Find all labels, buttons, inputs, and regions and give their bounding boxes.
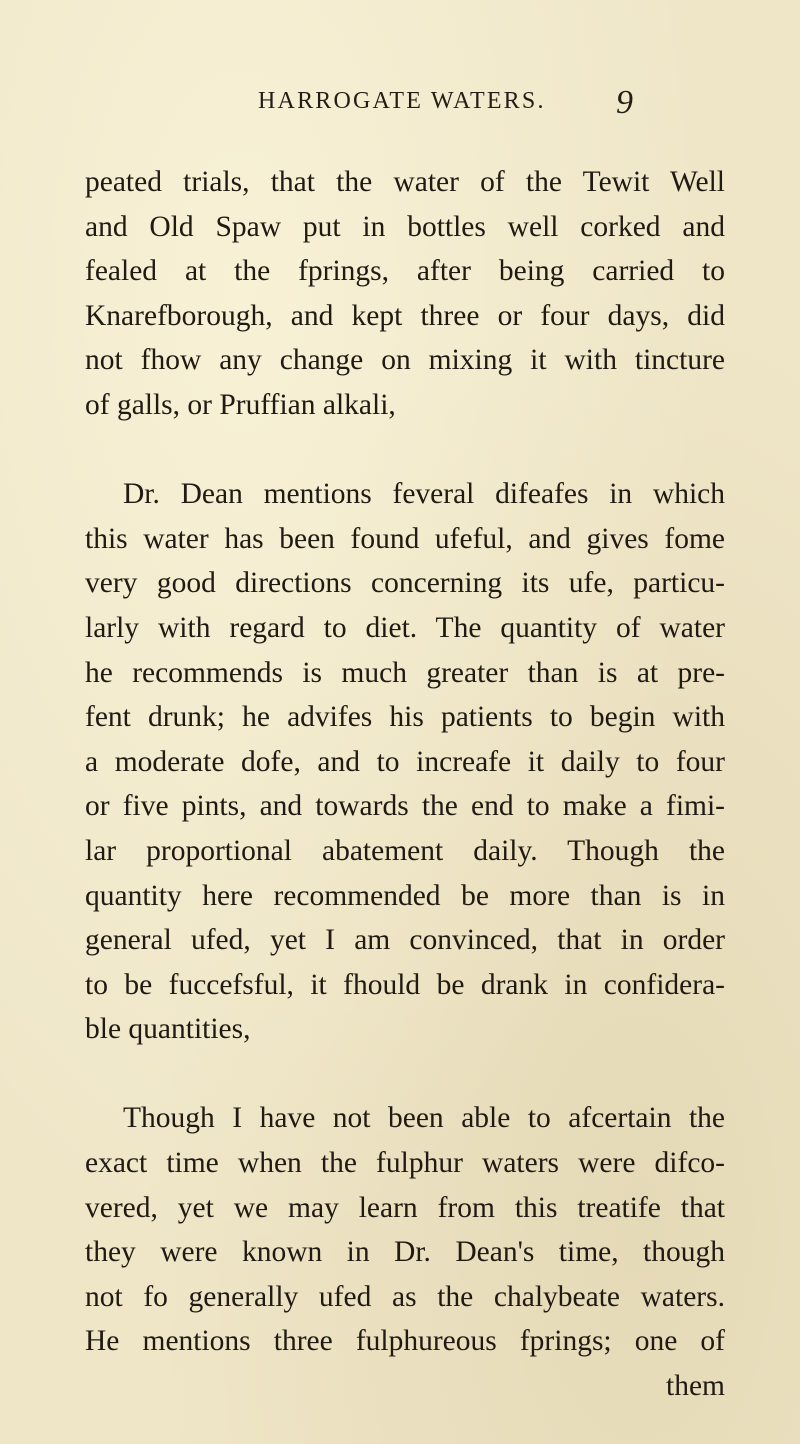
text-line: a moderate dofe, and to increafe it daily to four: [85, 745, 725, 778]
text-line: lar proportional abatement daily. Though the: [85, 834, 725, 867]
text-line: very good directions concerning its ufe, particu-: [85, 567, 725, 600]
text-line: quantity here recommended be more than is in: [85, 879, 725, 912]
text-line: general ufed, yet I am convinced, that in order: [85, 924, 725, 957]
text-line: of galls, or Pruffian alkali,: [85, 388, 396, 421]
text-line: or five pints, and towards the end to make a fimi-: [85, 790, 725, 823]
text-line: they were known in Dr. Dean's time, though: [85, 1236, 725, 1269]
text-line: exact time when the fulphur waters were difco-: [85, 1147, 725, 1180]
text-line: Knarefborough, and kept three or four days, did: [85, 299, 725, 332]
text-line: to be fuccefsful, it fhould be drank in confidera-: [85, 968, 725, 1001]
catchword: them: [666, 1370, 725, 1403]
text-line: peated trials, that the water of the Tewit Well: [85, 166, 725, 198]
text-line: not fhow any change on mixing it with tincture: [85, 344, 725, 377]
text-line: fealed at the fprings, after being carried to: [85, 255, 725, 288]
running-title: HARROGATE WATERS.: [258, 88, 546, 114]
text-line: ble quantities,: [85, 1013, 251, 1046]
text-line: not fo generally ufed as the chalybeate waters.: [85, 1280, 725, 1313]
text-line: Dr. Dean mentions feveral difeafes in which: [123, 478, 725, 511]
text-line: he recommends is much greater than is at pre-: [85, 656, 725, 689]
text-line: and Old Spaw put in bottles well corked and: [85, 210, 725, 243]
paragraph-2: [85, 472, 725, 1052]
body-text: [85, 160, 725, 1409]
running-head: [0, 84, 800, 128]
page-number: 9: [616, 84, 633, 121]
paragraph-3: [85, 1096, 725, 1408]
text-line: vered, yet we may learn from this treatife that: [85, 1191, 725, 1224]
text-line: fent drunk; he advifes his patients to begin with: [85, 701, 725, 734]
text-line: He mentions three fulphureous fprings; one of: [85, 1325, 725, 1358]
text-line: Though I have not been able to afcertain the: [123, 1102, 725, 1135]
paragraph-1: [85, 160, 725, 428]
paragraph-gap: [85, 1052, 725, 1097]
paragraph-gap: [85, 428, 725, 473]
text-line: larly with regard to diet. The quantity of water: [85, 611, 725, 644]
text-line: this water has been found ufeful, and gives fome: [85, 522, 725, 555]
